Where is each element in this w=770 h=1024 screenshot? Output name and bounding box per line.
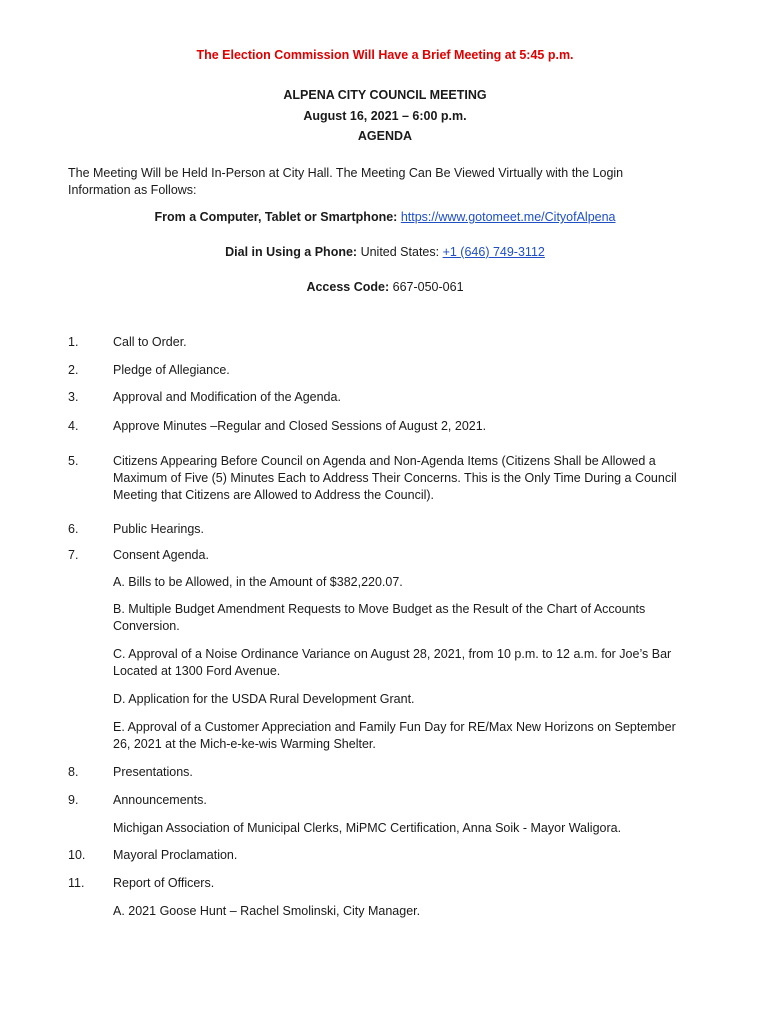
consent-subitem: A. Bills to be Allowed, in the Amount of $382,220.07. xyxy=(113,575,403,589)
phone-number-link[interactable]: +1 (646) 749-3112 xyxy=(442,245,545,259)
agenda-item: Announcements. xyxy=(113,793,207,807)
item-number: 8. xyxy=(68,765,79,779)
agenda-item: Presentations. xyxy=(113,765,193,779)
officer-subitem: A. 2021 Goose Hunt – Rachel Smolinski, City Manager. xyxy=(113,904,421,918)
item-number: 10. xyxy=(68,848,86,862)
item-number: 11. xyxy=(68,876,85,890)
access-code-value: 667-050-061 xyxy=(392,280,464,294)
agenda-item: Public Hearings. xyxy=(113,522,205,536)
agenda-item: Consent Agenda. xyxy=(113,548,209,562)
item-number: 4. xyxy=(68,419,79,433)
computer-access-line xyxy=(0,209,770,226)
meeting-title: ALPENA CITY COUNCIL MEETING xyxy=(283,88,487,102)
item-number: 2. xyxy=(68,363,79,377)
computer-access-label: From a Computer, Tablet or Smartphone: xyxy=(154,210,398,224)
agenda-item: Mayoral Proclamation. xyxy=(113,848,238,862)
meeting-date: August 16, 2021 – 6:00 p.m. xyxy=(303,109,467,123)
agenda-item: Approve Minutes –Regular and Closed Sessions of August 2, 2021. xyxy=(113,419,487,433)
agenda-heading: AGENDA xyxy=(357,129,413,143)
phone-access-line xyxy=(0,244,770,261)
consent-subitem: C. Approval of a Noise Ordinance Variance on August 28, 2021, from 10 p.m. to 12 a.m. for Joe’s Bar Located at 1300 Ford Avenue. xyxy=(113,647,672,678)
consent-subitem: E. Approval of a Customer Appreciation and Family Fun Day for RE/Max New Horizons on September 26, 2021 at the Mich-e-ke-wis Warming Shelter. xyxy=(113,720,676,751)
intro-paragraph: The Meeting Will be Held In-Person at City Hall. The Meeting Can Be Viewed Virtually with the Login Information as Follows: xyxy=(68,166,624,197)
election-notice: The Election Commission Will Have a Brief Meeting at 5:45 p.m. xyxy=(196,48,574,62)
item-number: 7. xyxy=(68,548,79,562)
consent-subitem: B. Multiple Budget Amendment Requests to Move Budget as the Result of the Chart of Accounts Conversion. xyxy=(113,602,646,633)
item-number: 5. xyxy=(68,454,79,468)
item-number: 3. xyxy=(68,390,79,404)
agenda-item: Citizens Appearing Before Council on Agenda and Non-Agenda Items (Citizens Shall be Allowed a Maximum of Five (5) Minutes Each to Address Their Concerns. This is the Only Time During a Council Meeting that Citizens are Allowed to Address the Council). xyxy=(113,454,677,502)
consent-subitem: D. Application for the USDA Rural Development Grant. xyxy=(113,692,415,706)
agenda-item: Call to Order. xyxy=(113,335,187,349)
meeting-url-link[interactable]: https://www.gotomeet.me/CityofAlpena xyxy=(400,210,616,224)
agenda-item: Approval and Modification of the Agenda. xyxy=(113,390,341,404)
item-number: 1. xyxy=(68,335,79,349)
agenda-item: Pledge of Allegiance. xyxy=(113,363,230,377)
item-number: 9. xyxy=(68,793,79,807)
phone-country: United States: xyxy=(360,245,440,259)
access-code-line xyxy=(0,279,770,296)
announcement-detail: Michigan Association of Municipal Clerks, MiPMC Certification, Anna Soik - Mayor Waligora. xyxy=(113,821,622,835)
item-number: 6. xyxy=(68,522,79,536)
access-code-label: Access Code: xyxy=(306,280,390,294)
agenda-item: Report of Officers. xyxy=(113,876,215,890)
phone-access-label: Dial in Using a Phone: xyxy=(225,245,358,259)
